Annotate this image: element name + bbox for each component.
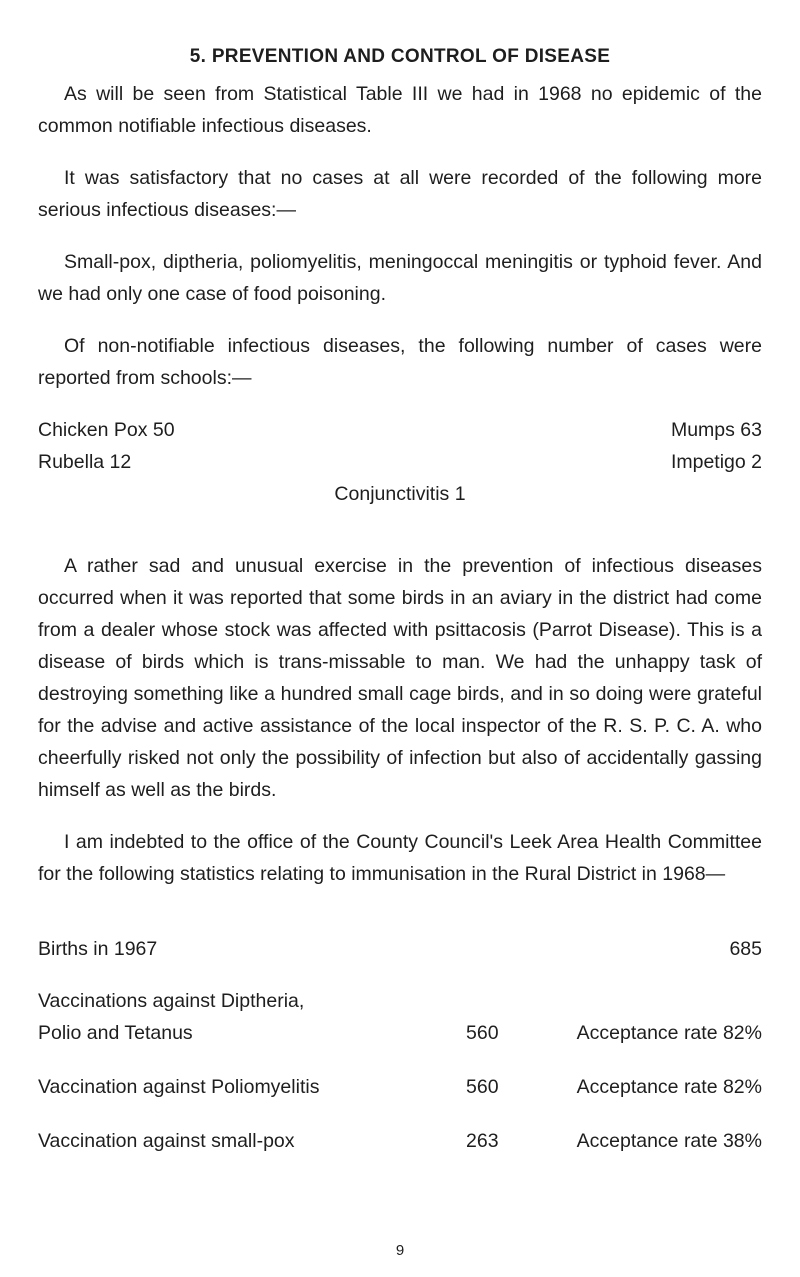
page-number: 9 [395,1242,405,1259]
row1-label-line1: Vaccinations against Diptheria, [38,990,305,1012]
row3-count: 263 [466,1130,499,1152]
chicken-pox-count: Chicken Pox 50 [38,419,175,441]
paragraph-diseases-list: Small-pox, diptheria, poliomyelitis, meningoccal meningitis or typhoid fever. And we had only one case of food poisoning. [38,251,762,305]
births-value: 685 [729,938,762,960]
row2-count: 560 [466,1076,499,1098]
paragraph-no-cases: It was satisfactory that no cases at all were recorded of the following more serious infectious diseases:— [38,167,762,221]
paragraph-psittacosis: A rather sad and unusual exercise in the prevention of infectious diseases occurred when it was reported that some birds in an aviary in the district had come from a dealer whose stock was affected with psittacosis (Parrot Disease). This is a disease of birds which is trans-missable to man. We had the unhappy task of destroying something like a hundred small cage birds, and in so doing were grateful for the advise and active assistance of the local inspector of the R. S. P. C. A. who cheerfully risked not only the possibility of infection but also of accidentally gassing himself as well as the birds. [38,555,762,801]
conjunctivitis-count: Conjunctivitis 1 [334,483,466,505]
rubella-count: Rubella 12 [38,451,132,473]
row2-label: Vaccination against Poliomyelitis [38,1076,320,1098]
paragraph-statistical-table: As will be seen from Statistical Table III we had in 1968 no epidemic of the common notifiable infectious diseases. [38,83,762,137]
row1-rate: Acceptance rate 82% [576,1022,762,1044]
paragraph-indebted: I am indebted to the office of the County Council's Leek Area Health Committee for the following statistics relating to immunisation in the Rural District in 1968— [38,831,762,885]
row1-label-line2: Polio and Tetanus [38,1022,193,1044]
row3-label: Vaccination against small-pox [38,1130,295,1152]
births-label: Births in 1967 [38,938,158,960]
mumps-count: Mumps 63 [670,419,762,441]
impetigo-count: Impetigo 2 [670,451,762,473]
row1-count: 560 [466,1022,499,1044]
row2-rate: Acceptance rate 82% [576,1076,762,1098]
paragraph-non-notifiable: Of non-notifiable infectious diseases, the following number of cases were reported from schools:— [38,335,762,389]
section-heading: 5. PREVENTION AND CONTROL OF DISEASE [189,46,611,67]
row3-rate: Acceptance rate 38% [576,1130,762,1152]
